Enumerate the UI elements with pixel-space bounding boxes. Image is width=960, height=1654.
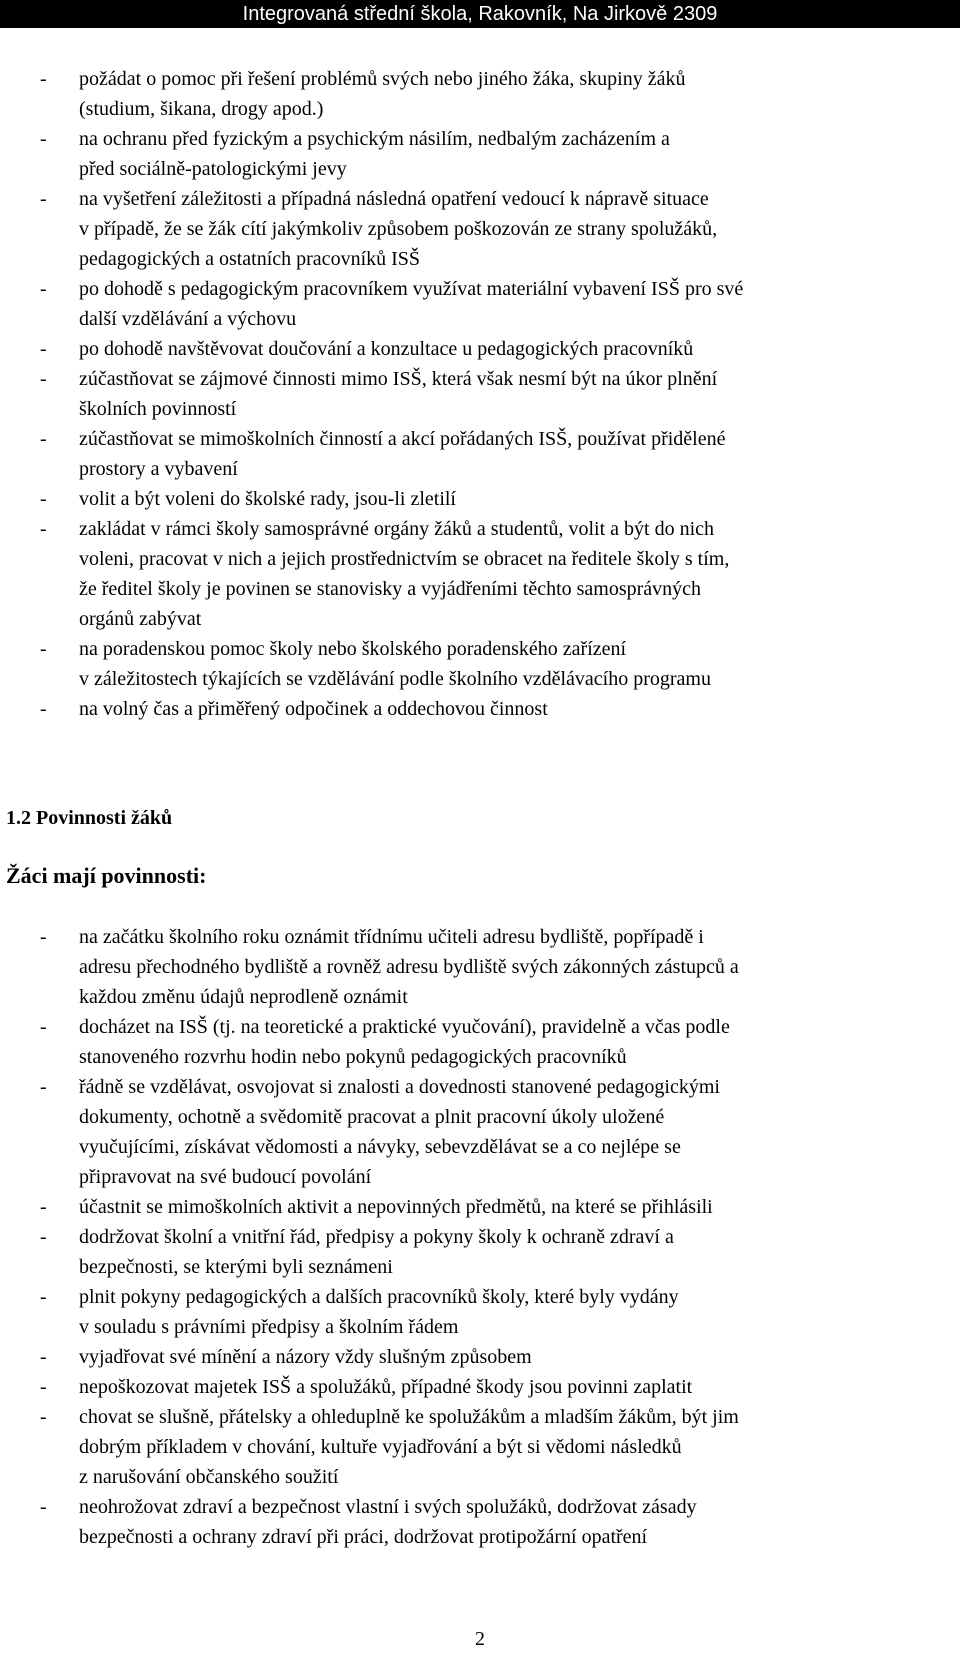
list-item — [0, 1282, 960, 1342]
list-item-text: neohrožovat zdraví a bezpečnost vlastní i svých spolužáků, dodržovat zásady bezpečnosti a ochrany zdraví při práci, dodržovat protipožární opatření — [79, 1496, 697, 1548]
list-dash: - — [40, 128, 47, 150]
section-heading: 1.2 Povinnosti žáků — [6, 807, 173, 829]
list-dash: - — [40, 278, 47, 300]
list-item-text: na vyšetření záležitosti a případná následná opatření vedoucí k nápravě situace v případě, že se žák cítí jakýmkoliv způsobem poškozován ze strany spolužáků, pedagogických a ostatních pracovníků ISŠ — [79, 188, 718, 270]
list-dash: - — [40, 926, 47, 948]
list-dash: - — [40, 188, 47, 210]
list-item-text: chovat se slušně, přátelsky a ohleduplně ke spolužákům a mladším žákům, být jim dobrým příkladem v chování, kultuře vyjadřování a být si vědomi následků z narušování občanského soužití — [79, 1406, 739, 1488]
list-dash: - — [40, 1076, 47, 1098]
list-item-text: po dohodě navštěvovat doučování a konzultace u pedagogických pracovníků — [79, 338, 694, 360]
rights-list-block — [0, 64, 960, 724]
list-item-text: plnit pokyny pedagogických a dalších pracovníků školy, které byly vydány v souladu s právními předpisy a školním řádem — [79, 1286, 679, 1338]
list-item — [0, 124, 960, 184]
list-item — [0, 334, 960, 364]
list-dash: - — [40, 1376, 47, 1398]
list-item — [0, 484, 960, 514]
list-item-text: volit a být voleni do školské rady, jsou-li zletilí — [79, 488, 456, 510]
duties-subheading: Žáci mají povinnosti: — [6, 863, 207, 888]
list-item — [0, 64, 960, 124]
list-item-text: po dohodě s pedagogickým pracovníkem využívat materiální vybavení ISŠ pro své další vzdělávání a výchovu — [79, 278, 744, 330]
list-item-text: účastnit se mimoškolních aktivit a nepovinných předmětů, na které se přihlásili — [79, 1196, 713, 1218]
list-item-text: zúčastňovat se zájmové činnosti mimo ISŠ, která však nesmí být na úkor plnění školních povinností — [79, 368, 718, 420]
list-item-text: na poradenskou pomoc školy nebo školského poradenského zařízení v záležitostech týkajících se vzdělávání podle školního vzdělávacího programu — [79, 638, 711, 690]
list-item-text: zúčastňovat se mimoškolních činností a akcí pořádaných ISŠ, používat přidělené prostory a vybavení — [79, 428, 726, 480]
list-item — [0, 514, 960, 634]
list-dash: - — [40, 68, 47, 90]
list-item — [0, 424, 960, 484]
list-item-text: na začátku školního roku oznámit třídnímu učiteli adresu bydliště, popřípadě i adresu přechodného bydliště a rovněž adresu bydliště svých zákonných zástupců a každou změnu údajů neprodleně oznámit — [79, 926, 739, 1008]
list-dash: - — [40, 338, 47, 360]
list-item — [0, 1222, 960, 1282]
list-dash: - — [40, 368, 47, 390]
list-dash: - — [40, 1226, 47, 1248]
page-number: 2 — [475, 1628, 485, 1650]
list-item — [0, 184, 960, 274]
list-item — [0, 922, 960, 1012]
list-item — [0, 1072, 960, 1192]
list-dash: - — [40, 1196, 47, 1218]
duties-list-block — [0, 922, 960, 1552]
list-item — [0, 274, 960, 334]
list-dash: - — [40, 698, 47, 720]
list-dash: - — [40, 1496, 47, 1518]
list-dash: - — [40, 638, 47, 660]
list-dash: - — [40, 1406, 47, 1428]
list-item-text: na ochranu před fyzickým a psychickým násilím, nedbalým zacházením a před sociálně-patologickými jevy — [79, 128, 670, 180]
list-item-text: nepoškozovat majetek ISŠ a spolužáků, případné škody jsou povinni zaplatit — [79, 1376, 693, 1398]
list-dash: - — [40, 1016, 47, 1038]
list-item — [0, 1192, 960, 1222]
list-item — [0, 1402, 960, 1492]
list-item — [0, 634, 960, 694]
list-item — [0, 364, 960, 424]
list-item-text: požádat o pomoc při řešení problémů svých nebo jiného žáka, skupiny žáků (studium, šikana, drogy apod.) — [79, 68, 686, 120]
list-item-text: docházet na ISŠ (tj. na teoretické a praktické vyučování), pravidelně a včas podle stanoveného rozvrhu hodin nebo pokynů pedagogických pracovníků — [79, 1016, 730, 1068]
list-item — [0, 694, 960, 724]
list-dash: - — [40, 518, 47, 540]
list-dash: - — [40, 1346, 47, 1368]
list-item-text: zakládat v rámci školy samosprávné orgány žáků a studentů, volit a být do nich voleni, pracovat v nich a jejich prostřednictvím se obracet na ředitele školy s tím, že ředitel školy je povinen se stanovisky a vyjádřeními těchto samosprávných orgánů zabývat — [79, 518, 730, 630]
rights-list — [0, 64, 960, 724]
list-dash: - — [40, 1286, 47, 1308]
list-item-text: vyjadřovat své mínění a názory vždy slušným způsobem — [79, 1346, 532, 1368]
list-dash: - — [40, 428, 47, 450]
list-item — [0, 1492, 960, 1552]
list-item-text: řádně se vzdělávat, osvojovat si znalosti a dovednosti stanovené pedagogickými dokumenty, ochotně a svědomitě pracovat a plnit pracovní úkoly uložené vyučujícími, získávat vědomosti a návyky, sebevzdělávat se a co nejlépe se připravovat na své budoucí povolání — [79, 1076, 720, 1188]
list-item — [0, 1342, 960, 1372]
list-item — [0, 1372, 960, 1402]
list-item-text: na volný čas a přiměřený odpočinek a oddechovou činnost — [79, 698, 548, 720]
header-title: Integrovaná střední škola, Rakovník, Na Jirkově 2309 — [242, 3, 718, 25]
list-item-text: dodržovat školní a vnitřní řád, předpisy a pokyny školy k ochraně zdraví a bezpečnosti, se kterými byli seznámeni — [79, 1226, 674, 1278]
list-item — [0, 1012, 960, 1072]
duties-list — [0, 922, 960, 1552]
list-dash: - — [40, 488, 47, 510]
